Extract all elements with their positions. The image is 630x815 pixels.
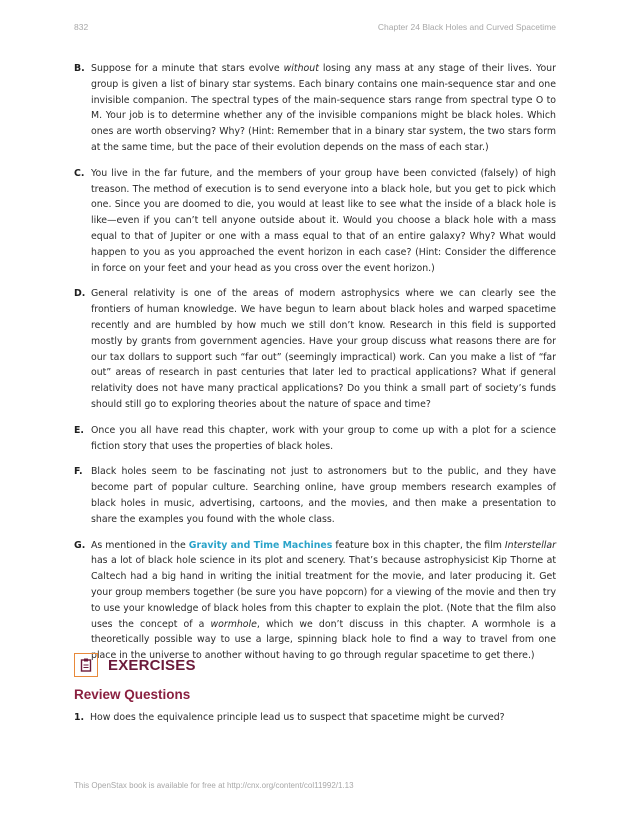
exercises-heading: [74, 653, 196, 677]
question-number: 1.: [74, 712, 85, 723]
item-letter: G.: [74, 539, 86, 551]
item-letter: C.: [74, 167, 85, 179]
review-question-item: [74, 710, 556, 725]
review-questions-title: Review Questions: [74, 687, 191, 702]
activity-item-b: [74, 61, 556, 156]
page-header: [74, 22, 556, 36]
gravity-time-machines-link[interactable]: Gravity and Time Machines: [188, 539, 333, 551]
notepad-icon: [74, 653, 98, 677]
item-text: You live in the far future, and the members of your group have been convicted (falsely) of high treason. The method of execution is to send everyone into a black hole, but you get to pick which one. Since you are doomed to die, you would at least like to see what the inside of a black hole is like—even if you can’t tell anyone outside about it. Would you choose a black hole with a mass equal to that of Jupiter or one with a mass equal to that of an entire galaxy? Why? What would happen to you as you approached the event horizon in each case? (Hint: Consider the difference in force on your feet and your head as you cross over the event horizon.): [91, 167, 556, 274]
group-activities-list: [74, 61, 556, 674]
chapter-title: Chapter 24 Black Holes and Curved Spacetime: [377, 22, 556, 32]
emphasis-text: wormhole: [210, 618, 257, 630]
activity-item-c: [74, 166, 556, 277]
page-number: 832: [74, 22, 89, 32]
item-text: Once you all have read this chapter, work with your group to come up with a plot for a science fiction story that uses the properties of black holes.: [91, 424, 556, 452]
item-text: Black holes seem to be fascinating not just to astronomers but to the public, and they have become part of popular culture. Searching online, have group members research examples of black holes in music, advertising, cartoons, and the movies, and then make a presentation to share the examples you found with the whole class.: [91, 466, 556, 525]
item-letter: B.: [74, 63, 85, 74]
activity-item-g: [74, 538, 556, 664]
question-text: How does the equivalence principle lead us to suspect that spacetime might be curved?: [90, 712, 505, 723]
item-letter: E.: [74, 424, 84, 436]
item-text: Suppose for a minute that stars evolve without losing any mass at any stage of their lives. Your group is given a list of binary star systems. Each binary contains one main-sequence star and one invisible companion. The spectral types of the main-sequence stars range from spectral type O to M. Your job is to determine whether any of the invisible companions might be black holes. Which ones are worth observing? Why? (Hint: Remember that in a binary star system, the two stars form at the same time, but the pace of their evolution depends on the mass of each star.): [91, 63, 556, 153]
activity-item-d: [74, 286, 556, 412]
item-letter: F.: [74, 466, 83, 478]
activity-item-e: [74, 423, 556, 455]
activity-item-f: [74, 464, 556, 527]
page-footer: This OpenStax book is available for free at http://cnx.org/content/col11992/1.13: [74, 781, 354, 790]
film-title: Interstellar: [504, 539, 557, 551]
item-letter: D.: [74, 288, 86, 300]
exercises-title: EXERCISES: [108, 656, 196, 674]
item-text: General relativity is one of the areas of modern astrophysics where we can clearly see the frontiers of human knowledge. We have begun to learn about black holes and warped spacetime recently and are humbled by how much we still don’t know. Research in this field is supported mostly by grants from government agencies. Have your group discuss what reasons there are for our tax dollars to support such “far out” (seemingly impractical) work. Can you make a list of “far out” areas of research in past centuries that later led to practical applications? What if general relativity does not have many practical applications? Do you think a small part of society’s funds should still go to exploring theories about the nature of space and time?: [91, 288, 556, 410]
item-text: As mentioned in the Gravity and Time Machines feature box in this chapter, the film Interstellar has a lot of black hole science in its plot and scenery. That’s because astrophysicist Kip Thorne at Caltech had a big hand in writing the initial treatment for the movie, and later producing it. Get your group members together (be sure you have popcorn) for a viewing of the movie and then try to use your knowledge of black holes from this chapter to explain the plot. (Note that the film also uses the concept of a wormhole, which we don’t discuss in this chapter. A wormhole is a theoretically possible way to use a large, spinning black hole to find a way to travel from one place in the universe to another without having to go through regular spacetime to get there.): [91, 539, 557, 662]
emphasis-text: without: [283, 63, 319, 74]
